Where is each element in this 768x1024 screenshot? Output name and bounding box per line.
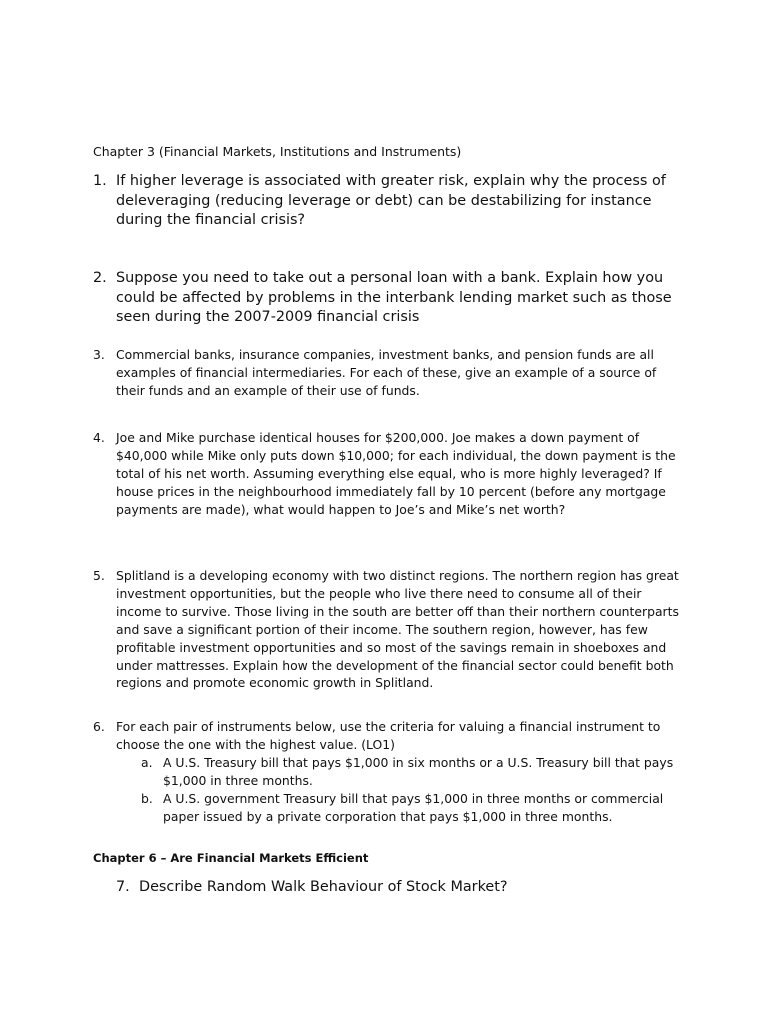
question-text: Commercial banks, insurance companies, investment banks, and pension funds are all examples of financial intermediaries. For each of these, give an example of a source of their funds and an example of their use of funds. [116, 347, 657, 398]
question-number: 4. [93, 430, 105, 445]
question-number: 5. [93, 568, 105, 583]
chapter-3-heading: Chapter 3 (Financial Markets, Institutions and Instruments) [93, 144, 462, 159]
sub-question-text: A U.S. Treasury bill that pays $1,000 in six months or a U.S. Treasury bill that pays $1,000 in three months. [163, 754, 674, 788]
question-text: If higher leverage is associated with greater risk, explain why the process of deleveraging (reducing leverage or debt) can be destabilizing for instance during the financial crisis? [116, 173, 666, 229]
question-1 [93, 172, 683, 231]
question-number: 2. [93, 270, 107, 286]
sub-question-a [141, 754, 683, 790]
sub-question-text: A U.S. government Treasury bill that pays $1,000 in three months or commercial paper issued by a private corporation that pays $1,000 in three months. [163, 790, 664, 824]
question-5 [93, 567, 683, 692]
question-text: Describe Random Walk Behaviour of Stock Market? [139, 879, 508, 895]
question-text: Joe and Mike purchase identical houses for $200,000. Joe makes a down payment of $40,000 while Mike only puts down $10,000; for each individual, the down payment is the total of his net worth. Assuming everything else equal, who is more highly leveraged? If house prices in the neighbourhood immediately fall by 10 percent (before any mortgage payments are made), what would happen to Joe’s and Mike’s net worth? [116, 430, 676, 517]
sub-question-letter: a. [141, 754, 153, 770]
question-number: 6. [93, 719, 105, 734]
question-2 [93, 269, 683, 328]
question-7 [116, 878, 676, 898]
question-number: 7. [116, 879, 130, 895]
sub-question-letter: b. [141, 790, 153, 806]
question-number: 3. [93, 347, 105, 362]
question-4 [93, 429, 683, 519]
sub-question-b [141, 790, 683, 826]
chapter-6-heading: Chapter 6 – Are Financial Markets Efficient [93, 851, 369, 865]
question-text: For each pair of instruments below, use the criteria for valuing a financial instrument to choose the one with the highest value. (LO1) [116, 719, 661, 752]
question-3 [93, 346, 683, 400]
question-number: 1. [93, 173, 107, 189]
question-text: Suppose you need to take out a personal loan with a bank. Explain how you could be affected by problems in the interbank lending market such as those seen during the 2007-2009 financial crisis [116, 270, 672, 326]
question-text: Splitland is a developing economy with two distinct regions. The northern region has great investment opportunities, but the people who live there need to consume all of their income to survive. Those living in the south are better off than their northern counterparts and save a significant portion of their income. The southern region, however, has few profitable investment opportunities and so most of the savings remain in shoeboxes and under mattresses. Explain how the development of the financial sector could benefit both regions and promote economic growth in Splitland. [116, 568, 679, 691]
question-6 [93, 718, 683, 825]
